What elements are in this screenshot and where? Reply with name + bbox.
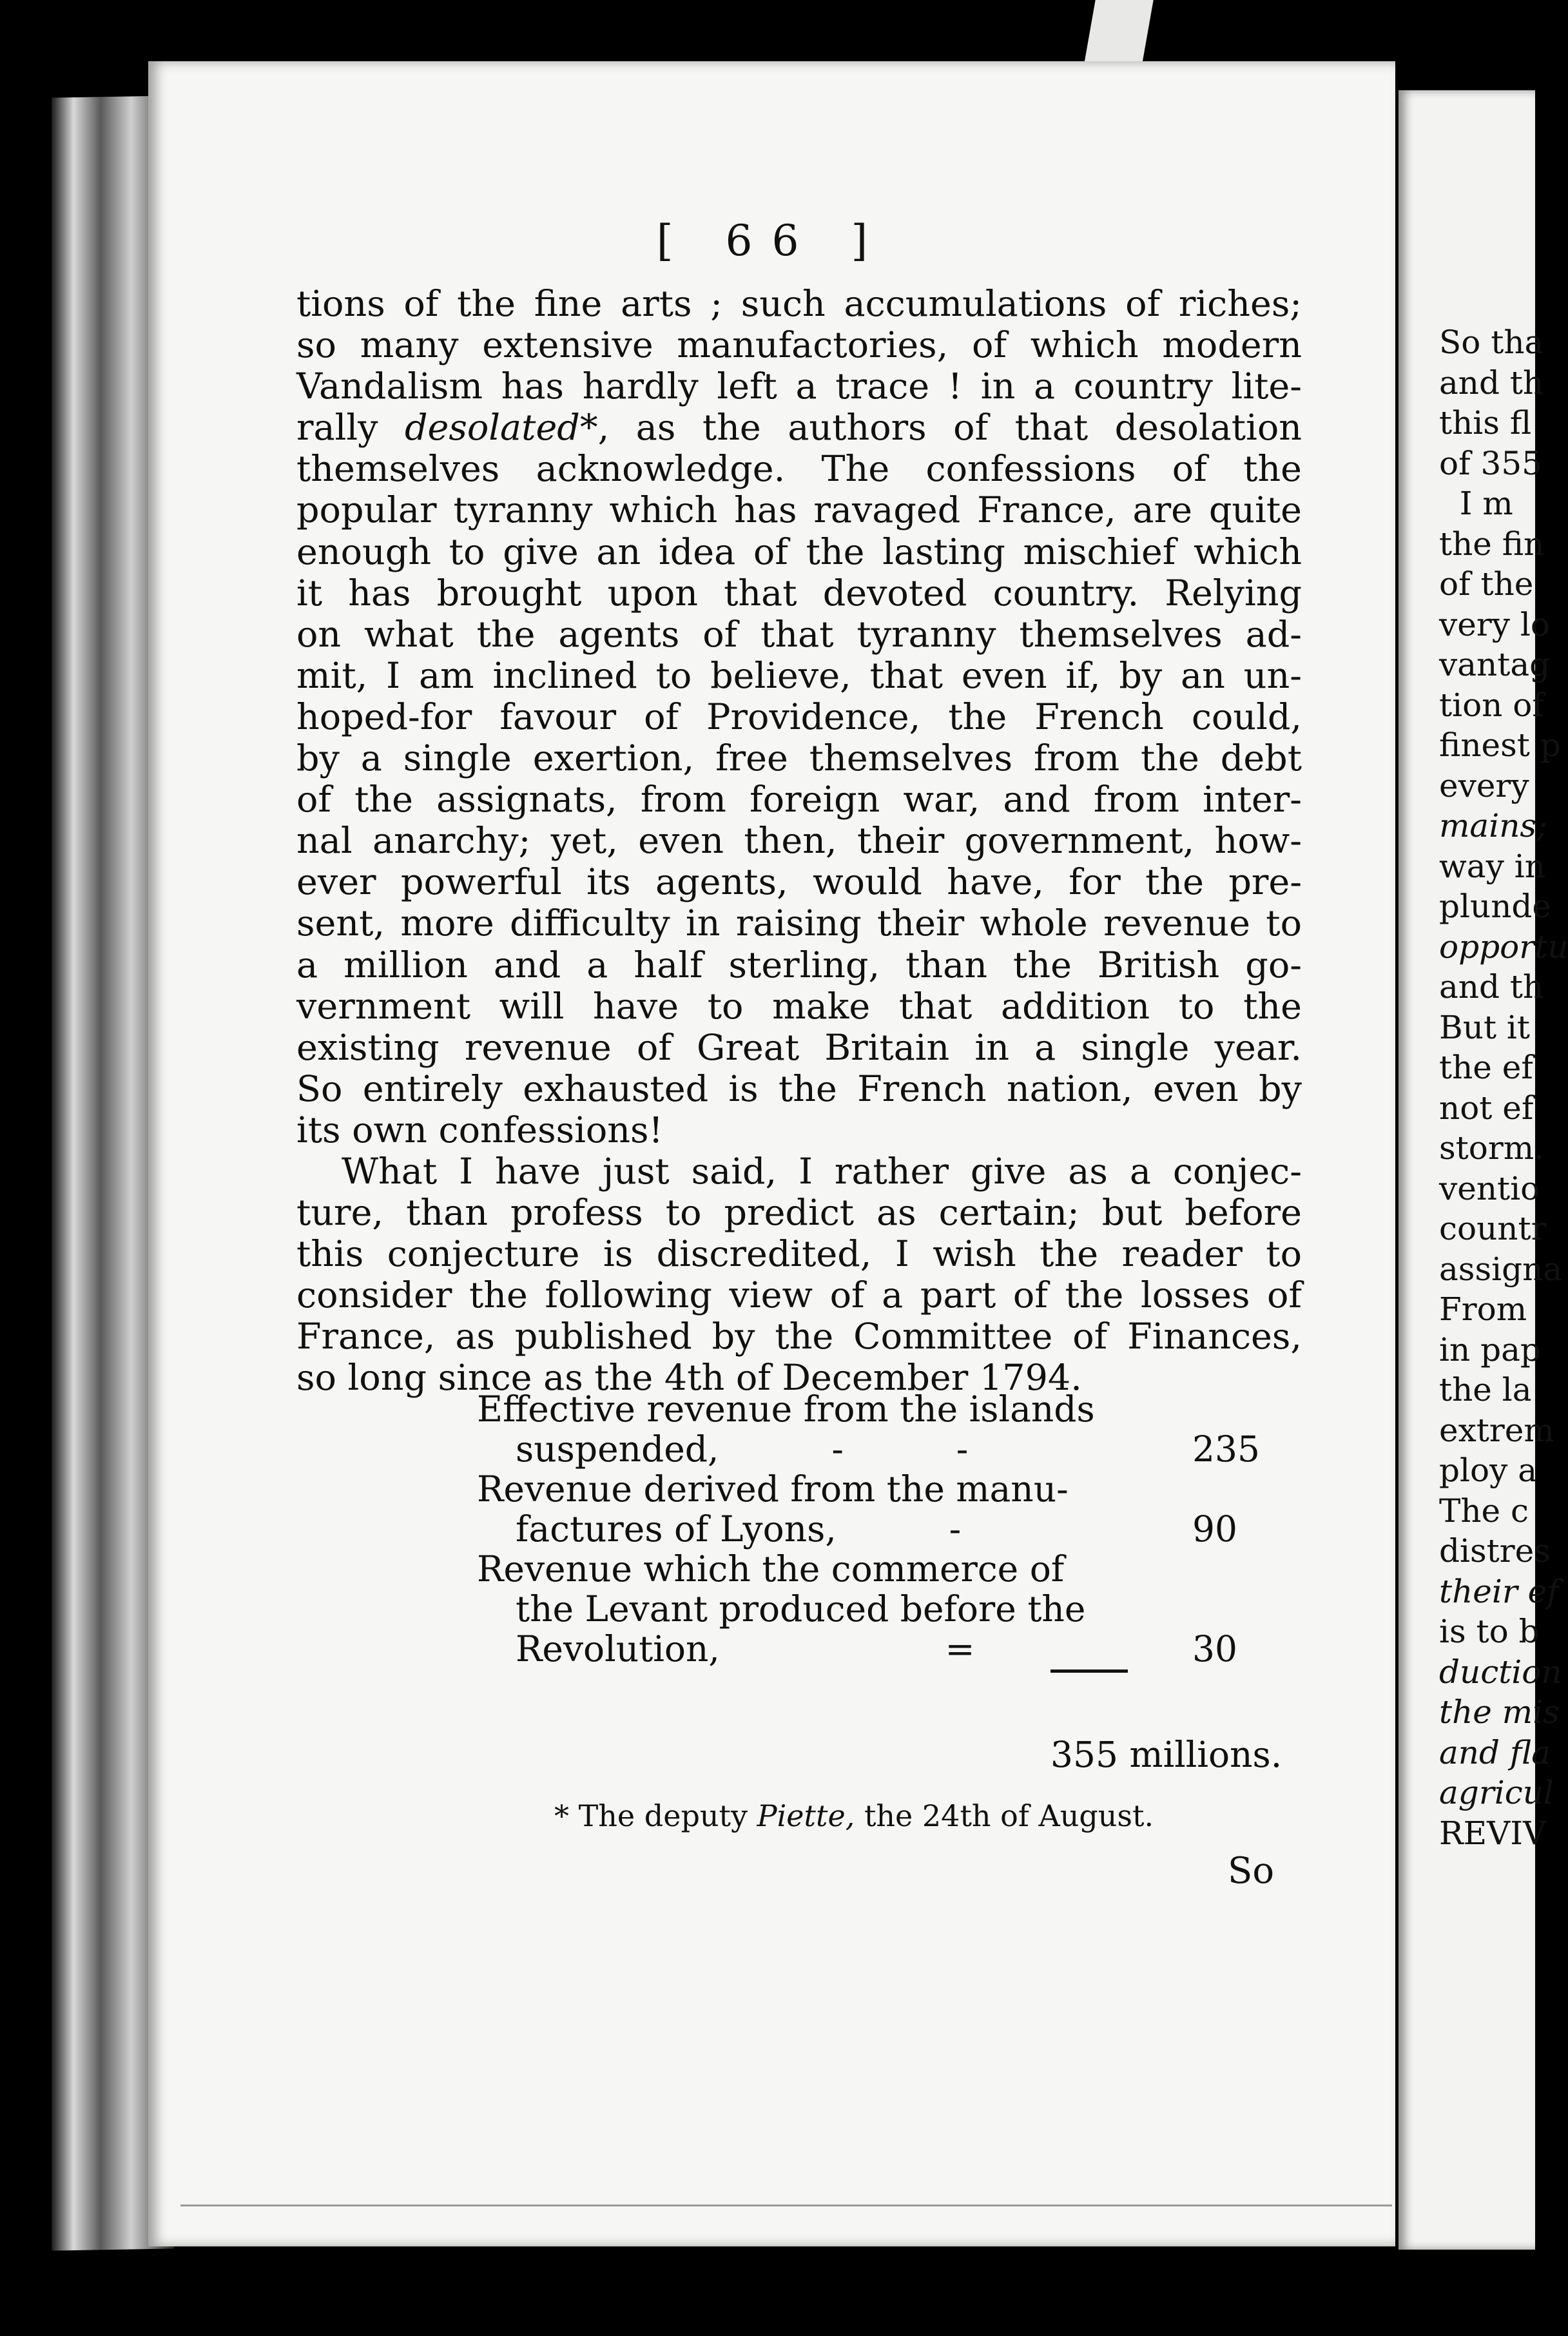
body-text <box>296 284 1302 1399</box>
table-row-value: 235 <box>1192 1428 1260 1470</box>
right-page-line: vantag <box>1439 646 1551 683</box>
body-line: enough to give an idea of the lasting mischief which <box>296 530 1302 573</box>
body-line: ture, than profess to predict as certain; but before <box>296 1192 1302 1234</box>
body-line: its own confessions! <box>296 1109 663 1151</box>
footnote-name: Piette, <box>757 1798 855 1833</box>
right-page-line: agricul <box>1439 1774 1554 1811</box>
right-page-line: and th <box>1439 968 1544 1006</box>
revenue-table <box>477 1389 1289 1669</box>
page-edge <box>180 2205 1392 2206</box>
body-line: on what the agents of that tyranny themselves ad- <box>296 613 1302 656</box>
right-page-line: opportu <box>1439 928 1568 966</box>
body-line: So entirely exhausted is the French nation, even by <box>296 1067 1302 1110</box>
right-page-line: distres <box>1439 1532 1551 1570</box>
right-page-line: But it <box>1439 1008 1531 1046</box>
table-row-text: Revolution, = <box>516 1628 975 1669</box>
right-page-line: finest p <box>1439 726 1561 764</box>
right-page-line: way in <box>1439 847 1545 885</box>
table-row-text: Effective revenue from the islands <box>477 1388 1095 1430</box>
right-page-line: mains; <box>1439 807 1547 844</box>
table-row-desc <box>477 1548 1086 1669</box>
right-page-line: every <box>1439 766 1529 804</box>
body-line: this conjecture is discredited, I wish the reader to <box>296 1233 1302 1276</box>
table-row <box>477 1389 1289 1469</box>
right-page-line: extrem <box>1439 1411 1554 1449</box>
body-line: tions of the fine arts ; such accumulations of riches; <box>296 283 1302 325</box>
body-line: of the assignats, from foreign war, and from inter- <box>296 779 1302 821</box>
right-page-line: assigna <box>1439 1250 1563 1288</box>
right-page-text <box>1439 322 1568 1853</box>
right-page-line: From <box>1439 1290 1527 1328</box>
table-row-text: Revenue derived from the manu- <box>477 1468 1069 1510</box>
right-page-line: countr <box>1439 1210 1547 1247</box>
right-page-line: tion of <box>1439 686 1544 724</box>
page-tab <box>1083 0 1153 71</box>
right-page-line: of the <box>1439 565 1534 603</box>
right-page-line: is to b <box>1439 1613 1540 1650</box>
body-line: so many extensive manufactories, of which modern <box>296 324 1302 367</box>
right-page-line: and fla <box>1439 1733 1551 1771</box>
body-line: France, as published by the Committee of Finances, <box>296 1316 1302 1358</box>
right-page-line: ploy a <box>1439 1452 1538 1489</box>
body-line: sent, more difficulty in raising their whole revenue to <box>296 902 1302 945</box>
body-line: Vandalism has hardly left a trace ! in a country lite- <box>296 365 1302 408</box>
catchword: So <box>1228 1850 1275 1892</box>
footnote-prefix: * The deputy <box>554 1798 757 1833</box>
body-line: mit, I am inclined to believe, that even if, by an un- <box>296 654 1302 697</box>
right-page-line: in pap <box>1439 1330 1541 1368</box>
body-line: nal anarchy; yet, even then, their government, how- <box>296 820 1302 862</box>
sum-rule <box>1050 1669 1128 1673</box>
table-total: 355 millions. <box>1050 1734 1282 1775</box>
table-row-text: factures of Lyons, - <box>516 1508 962 1550</box>
right-page-line: REVIV <box>1439 1814 1547 1852</box>
right-page-line: this fl <box>1439 404 1532 442</box>
footnote <box>554 1798 1154 1833</box>
body-line: rally desolated*, as the authors of that desolation <box>296 407 1302 449</box>
body-line: hoped-for favour of Providence, the French could, <box>296 696 1302 738</box>
body-line: What I have just said, I rather give as a conjec- <box>342 1150 1302 1192</box>
table-row-desc <box>477 1388 1095 1470</box>
right-page-line: their ef <box>1439 1572 1559 1610</box>
right-page-line: I m <box>1439 485 1513 522</box>
table-row <box>477 1549 1289 1669</box>
body-line: vernment will have to make that addition to the <box>296 985 1302 1027</box>
body-line: it has brought upon that devoted country. Relying <box>296 572 1302 614</box>
right-page-line: So tha <box>1439 324 1544 361</box>
right-page-line: very lo <box>1439 605 1550 643</box>
right-page-line: the ef <box>1439 1049 1533 1086</box>
right-page-line: and th <box>1439 364 1544 402</box>
right-page-line: the mis <box>1439 1693 1560 1731</box>
footnote-suffix: the 24th of August. <box>855 1798 1154 1833</box>
body-line: ever powerful its agents, would have, for the pre- <box>296 861 1302 904</box>
table-row-value: 90 <box>1192 1508 1237 1550</box>
body-line: by a single exertion, free themselves from the debt <box>296 737 1302 780</box>
table-row-text: Revenue which the commerce of <box>477 1548 1065 1590</box>
body-line: consider the following view of a part of the losses of <box>296 1274 1302 1317</box>
body-line: so long since as the 4th of December 1794. <box>296 1357 1082 1399</box>
right-page-line: the fin <box>1439 525 1545 563</box>
table-row-value: 30 <box>1192 1628 1237 1669</box>
right-page-line: of 355 <box>1439 444 1542 482</box>
body-line: popular tyranny which has ravaged France, are quite <box>296 489 1302 532</box>
right-page-line: not ef <box>1439 1089 1534 1127</box>
right-page-line: ventio <box>1439 1169 1540 1207</box>
right-page-line: the la <box>1439 1371 1532 1408</box>
body-line: existing revenue of Great Britain in a single year. <box>296 1026 1302 1069</box>
table-row-desc <box>477 1468 1069 1550</box>
right-page-line: storm. <box>1439 1129 1545 1167</box>
right-page-line: plunde <box>1439 888 1551 925</box>
right-page-line: The c <box>1439 1492 1529 1530</box>
body-line: themselves acknowledge. The confessions of the <box>296 448 1302 491</box>
right-page-line: duction <box>1439 1653 1562 1691</box>
table-row-text: the Levant produced before the <box>516 1588 1086 1630</box>
table-row-text: suspended, - - <box>516 1428 969 1470</box>
table-row <box>477 1469 1289 1549</box>
page-number: [ 66 ] <box>656 216 887 266</box>
body-line: a million and a half sterling, than the British go- <box>296 944 1302 986</box>
